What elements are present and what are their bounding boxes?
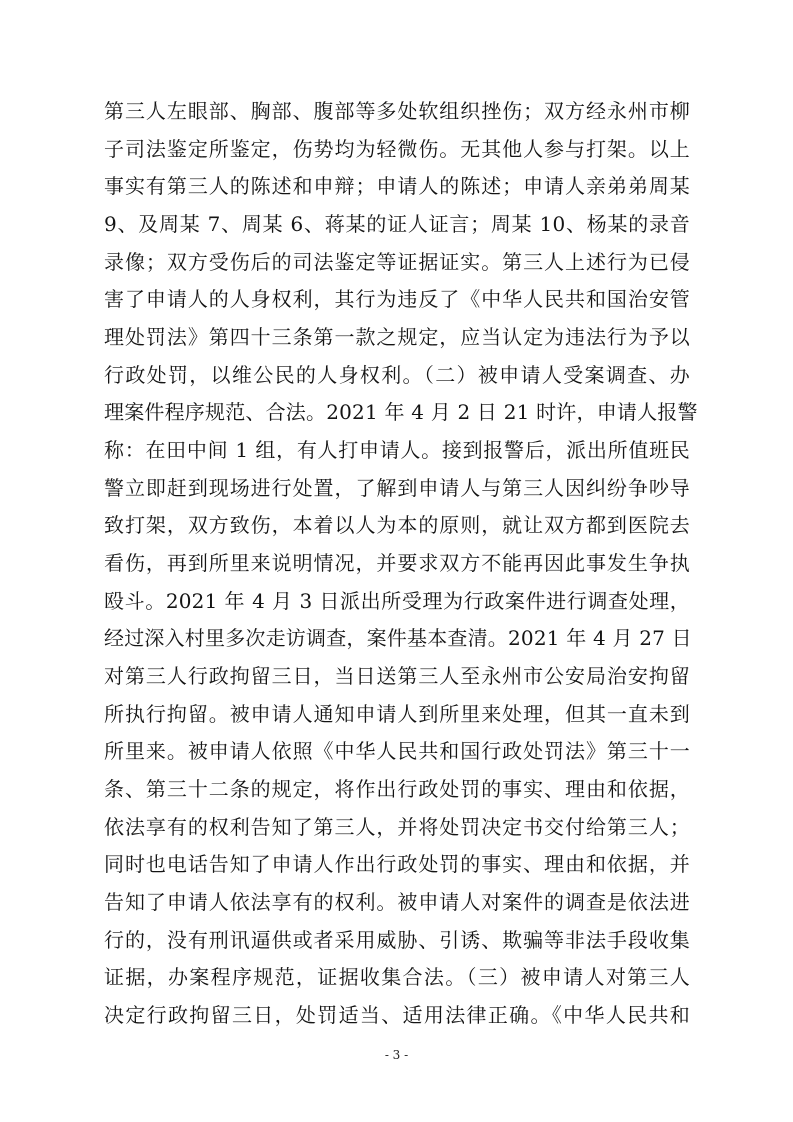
text-line: 致打架，双方致伤，本着以人为本的原则，就让双方都到医院去	[104, 513, 690, 538]
text-line: 行的，没有刑讯逼供或者采用威胁、引诱、欺骗等非法手段收集	[104, 927, 690, 952]
text-line: 行政处罚，以维公民的人身权利。（二）被申请人受案调查、办	[104, 362, 690, 387]
text-line: 所里来。被申请人依照《中华人民共和国行政处罚法》第三十一	[104, 739, 690, 764]
text-line: 录像；双方受伤后的司法鉴定等证据证实。第三人上述行为已侵	[104, 249, 690, 274]
text-line: 证据，办案程序规范，证据收集合法。（三）被申请人对第三人	[104, 965, 690, 990]
text-line: 9、及周某 7、周某 6、蒋某的证人证言；周某 10、杨某的录音	[104, 212, 690, 237]
text-line: 第三人左眼部、胸部、腹部等多处软组织挫伤；双方经永州市柳	[104, 99, 690, 123]
text-line: 看伤，再到所里来说明情况，并要求双方不能再因此事发生争执	[104, 551, 690, 576]
text-line: 害了申请人的人身权利，其行为违反了《中华人民共和国治安管	[104, 287, 690, 312]
text-line: 所执行拘留。被申请人通知申请人到所里来处理，但其一直未到	[104, 701, 690, 726]
text-line: 称：在田中间 1 组，有人打申请人。接到报警后，派出所值班民	[104, 438, 690, 463]
page-number: - 3 -	[384, 1048, 409, 1062]
body-text	[104, 94, 698, 1036]
text-line: 对第三人行政拘留三日，当日送第三人至永州市公安局治安拘留	[104, 664, 690, 689]
text-line: 警立即赶到现场进行处置，了解到申请人与第三人因纠纷争吵导	[104, 475, 690, 500]
text-line: 经过深入村里多次走访调查，案件基本查清。2021 年 4 月 27 日	[104, 626, 692, 651]
text-line: 依法享有的权利告知了第三人，并将处罚决定书交付给第三人；	[104, 814, 690, 839]
text-line: 事实有第三人的陈述和申辩；申请人的陈述；申请人亲弟弟周某	[104, 174, 690, 199]
text-line: 同时也电话告知了申请人作出行政处罚的事实、理由和依据，并	[104, 852, 690, 877]
text-line: 理案件程序规范、合法。2021 年 4 月 2 日 21 时许，申请人报警	[104, 400, 698, 425]
text-line: 殴斗。2021 年 4 月 3 日派出所受理为行政案件进行调查处理，	[104, 588, 690, 613]
text-line: 理处罚法》第四十三条第一款之规定，应当认定为违法行为予以	[104, 325, 690, 350]
text-line: 决定行政拘留三日，处罚适当、适用法律正确。《中华人民共和	[104, 1003, 690, 1028]
text-line: 子司法鉴定所鉴定，伤势均为轻微伤。无其他人参与打架。以上	[104, 136, 690, 161]
text-line: 告知了申请人依法享有的权利。被申请人对案件的调查是依法进	[104, 890, 690, 915]
text-line: 条、第三十二条的规定，将作出行政处罚的事实、理由和依据，	[104, 777, 690, 802]
